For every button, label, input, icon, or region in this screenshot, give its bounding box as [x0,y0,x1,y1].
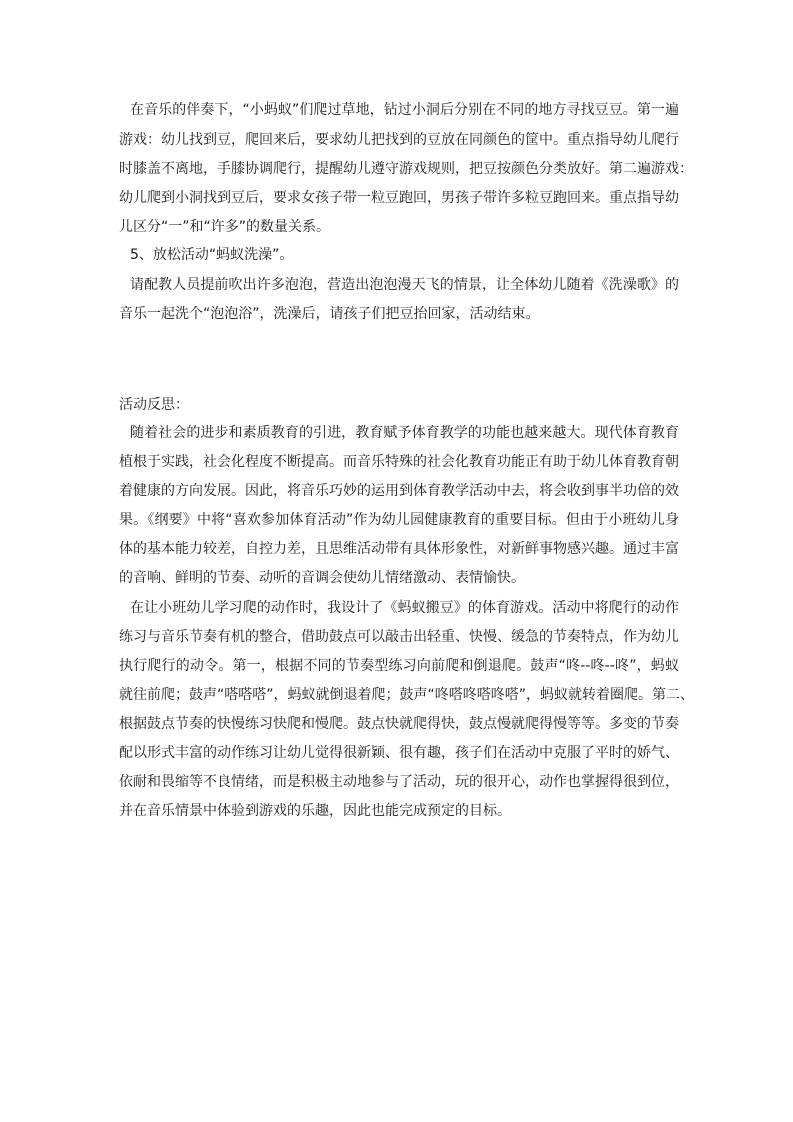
reflection-paragraph-line: 根据鼓点节奏的快慢练习快爬和慢爬。鼓点快就爬得快，鼓点慢就爬得慢等等。多变的节奏 [119,716,679,732]
game-paragraph-line: 游戏：幼儿找到豆，爬回来后，要求幼儿把找到的豆放在同颜色的筐中。重点指导幼儿爬行 [119,132,679,148]
reflection-paragraph-line: 执行爬行的动令。第一，根据不同的节奏型练习向前爬和倒退爬。鼓声“咚--咚--咚”，蚂蚁 [119,658,679,674]
reflection-paragraph-line: 练习与音乐节奏有机的整合，借助鼓点可以敲击出轻重、快慢、缓急的节奏特点，作为幼儿 [119,629,679,645]
reflection-paragraph-line: 并在音乐情景中体验到游戏的乐趣，因此也能完成预定的目标。 [119,803,511,819]
reflection-paragraph-line: 体的基本能力较差，自控力差，且思维活动带有具体形象性，对新鲜事物感兴趣。通过丰富 [119,541,679,557]
game-paragraph-line: 时膝盖不离地，手膝协调爬行，提醒幼儿遵守游戏规则，把豆按颜色分类放好。第二遍游戏： [119,161,693,177]
step5-heading: 5、放松活动“蚂蚁洗澡”。 [130,247,294,263]
reflection-heading: 活动反思： [119,397,189,413]
reflection-paragraph-line: 就往前爬；鼓声“嗒嗒嗒”，蚂蚁就倒退着爬；鼓声“咚嗒咚嗒咚嗒”，蚂蚁就转着圈爬。第二、 [119,687,695,703]
game-paragraph-line: 儿区分“一”和“许多”的数量关系。 [119,219,331,235]
bath-paragraph-line: 请配教人员提前吹出许多泡泡，营造出泡泡漫天飞的情景，让全体幼儿随着《洗澡歌》的 [130,277,679,293]
game-paragraph-line: 在音乐的伴奏下，“小蚂蚁”们爬过草地，钻过小洞后分别在不同的地方寻找豆豆。第一遍 [130,102,679,118]
reflection-paragraph-line: 依耐和畏缩等不良情绪，而是积极主动地参与了活动，玩的很开心，动作也掌握得很到位， [119,774,679,790]
reflection-paragraph-line: 的音响、鲜明的节奏、动听的音调会使幼儿情绪激动、表情愉快。 [119,570,525,586]
reflection-paragraph-line: 随着社会的进步和素质教育的引进，教育赋予体育教学的功能也越来越大。现代体育教育 [130,425,679,441]
bath-paragraph-line: 音乐一起洗个“泡泡浴”，洗澡后，请孩子们把豆抬回家，活动结束。 [119,306,540,322]
reflection-paragraph-line: 植根于实践，社会化程度不断提高。而音乐特殊的社会化教育功能正有助于幼儿体育教育朝 [119,454,679,470]
reflection-paragraph-line: 着健康的方向发展。因此，将音乐巧妙的运用到体育教学活动中去，将会收到事半功倍的效 [119,483,679,499]
reflection-paragraph-line: 果。《纲要》中将“喜欢参加体育活动”作为幼儿园健康教育的重要目标。但由于小班幼儿身 [119,512,679,528]
reflection-paragraph-line: 配以形式丰富的动作练习让幼儿觉得很新颖、很有趣，孩子们在活动中克服了平时的娇气、 [119,745,679,761]
game-paragraph-line: 幼儿爬到小洞找到豆后，要求女孩子带一粒豆跑回，男孩子带许多粒豆跑回来。重点指导幼 [119,190,679,206]
reflection-paragraph-line: 在让小班幼儿学习爬的动作时，我设计了《蚂蚁搬豆》的体育游戏。活动中将爬行的动作 [130,600,679,616]
